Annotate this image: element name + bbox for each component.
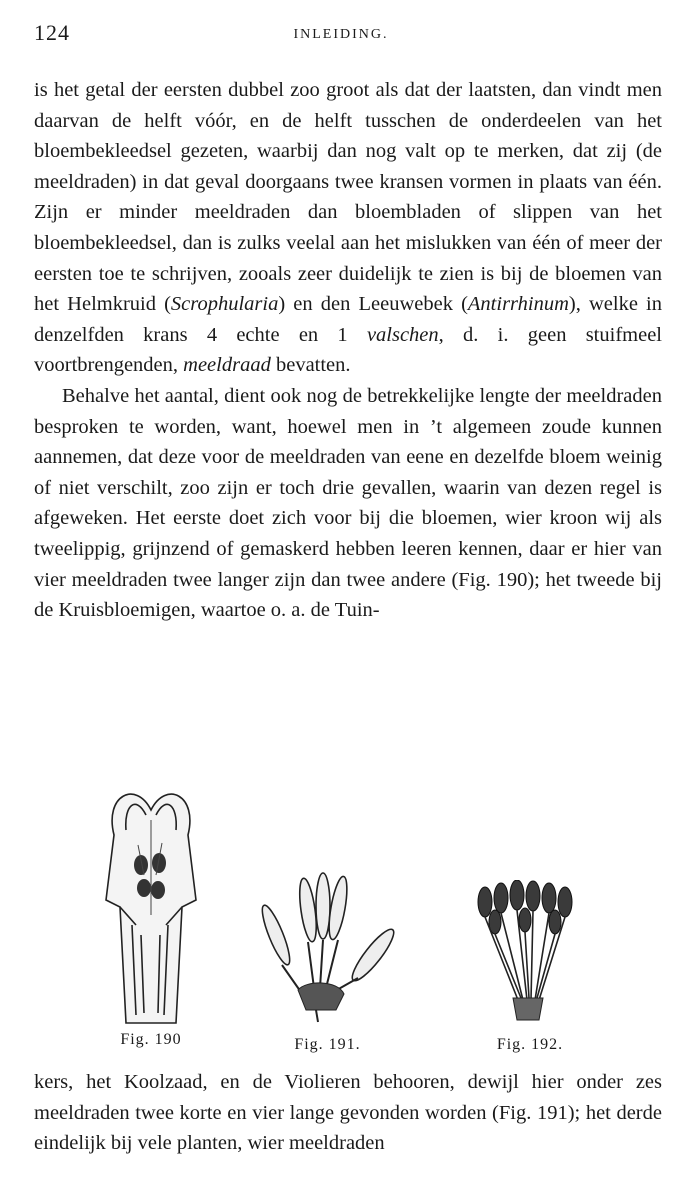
figure-191	[255, 870, 400, 1054]
paragraph	[34, 381, 662, 626]
figure-192	[470, 880, 590, 1054]
text-block-top	[34, 75, 662, 626]
page-header	[34, 20, 648, 50]
page-number: 124	[34, 20, 70, 45]
text-run: is het getal der eersten dubbel zoo groot als dat der laatsten, dan vindt men daarvan de helft vóór, en de helft tusschen de onderdeelen van het bloembekleedsel gezeten, waarbij dan nog valt op te merken, dat zij (de meeldraden) in dat geval doorgaans twee kransen vormen in plaats van één. Zijn er minder meeldraden dan bloembladen of slippen van het bloembekleedsel, dan is zulks veelal aan het mislukken van één of meer der eersten toe te schrijven, zooals zeer duidelijk te zien is bij de bloemen van het Helmkruid (	[34, 79, 662, 316]
italic-term: meeldraad	[183, 354, 271, 377]
figure-caption: Fig. 192.	[496, 1036, 564, 1053]
italic-term: Antirrhinum	[467, 293, 569, 316]
text-run: , d. i. geen stuifmeel voortbrengenden,	[34, 323, 662, 377]
figure-caption: Fig. 190	[120, 1031, 182, 1048]
text-run: bevatten.	[270, 354, 351, 377]
figure-190	[86, 775, 216, 1049]
text-run: ) en den Leeuwebek (	[278, 293, 468, 316]
stamen-cluster-icon	[473, 880, 588, 1030]
italic-term: valschen	[366, 323, 439, 346]
text-run: ), welke in denzelfden krans 4 echte en 1	[34, 293, 662, 346]
figure-caption: Fig. 191.	[294, 1036, 361, 1053]
paragraph	[34, 1067, 662, 1159]
running-title: INLEIDING.	[293, 27, 389, 42]
text-run: Behalve het aantal, dient ook nog de betrekkelijke lengte der meeldraden besproken te worden, want, hoewel men in ’t algemeen zoude kunnen aannemen, dat deze voor de meeldraden van eene en dezelfde bloem weinig of niet verschilt, zoo zijn er toch drie gevallen, waarin van dezen regel is afgeweken. Het eerste doet zich voor bij die bloemen, wier kroon wij als tweelippig, grijnzend of gemaskerd hebben leeren kennen, daar er hier van vier meeldraden twee langer zijn dan twee andere (Fig. 190); het tweede bij de Kruisbloemigen, waartoe o. a. de Tuin-	[34, 384, 662, 622]
italic-term: Scrophularia	[170, 293, 279, 316]
crucifer-stamens-icon	[258, 870, 398, 1030]
text-run: kers, het Koolzaad, en de Violieren behooren, dewijl hier onder zes meeldraden twee korte en vier lange gevonden worden (Fig. 191); het derde eindelijk bij vele planten, wier meeldraden	[34, 1071, 662, 1155]
paragraph	[34, 75, 662, 381]
text-block-bottom	[34, 1067, 662, 1159]
labiate-flower-stamens-icon	[96, 775, 206, 1025]
